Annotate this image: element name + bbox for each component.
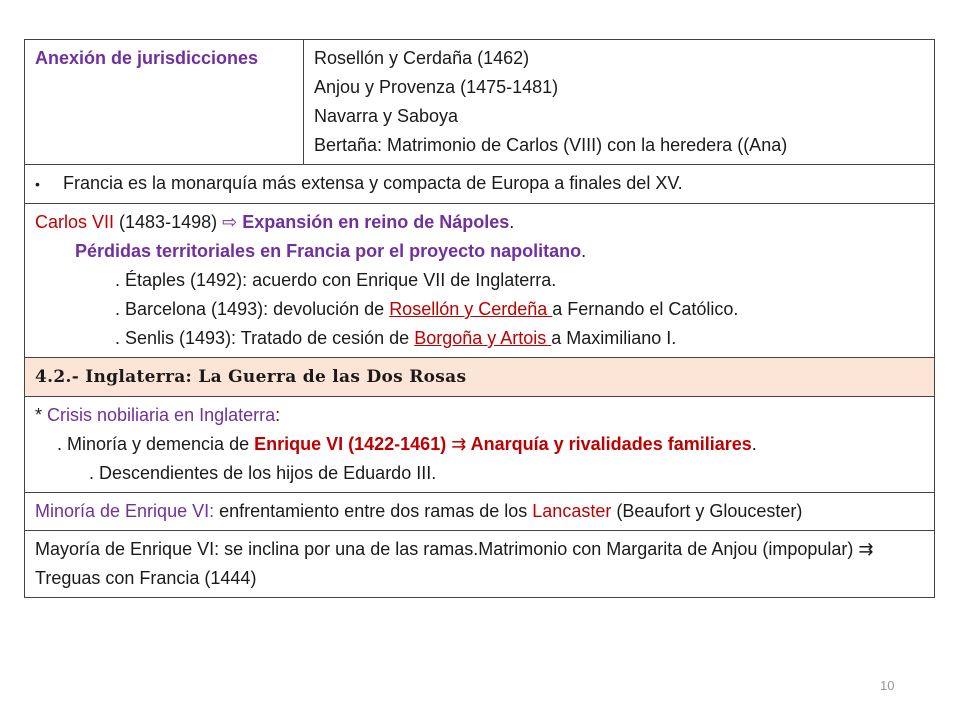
annexation-label-cell: [25, 40, 304, 165]
list-item: Navarra y Saboya: [314, 106, 459, 126]
table-row: [25, 40, 935, 165]
minority-block: [35, 497, 924, 526]
section-heading-cell: [25, 358, 935, 397]
crisis-cell: [25, 397, 935, 493]
period: .: [751, 434, 757, 454]
list-item: Anjou y Provenza (1475-1481): [314, 77, 559, 97]
losses-line: [35, 237, 924, 266]
minority-desc-tail: (Beaufort y Gloucester): [611, 501, 803, 521]
expansion-text: Expansión en reino de Nápoles: [237, 212, 510, 232]
borgona-link[interactable]: Borgoña y Artois: [414, 328, 552, 348]
barcelona-text: . Barcelona (1493): devolución de: [115, 299, 390, 319]
annexation-label: Anexión de jurisdicciones: [35, 48, 259, 68]
summary-text: Francia es la monarquía más extensa y compacta de Europa a finales del XV.: [63, 173, 683, 193]
descendants-line: . Descendientes de los hijos de Eduardo III.: [89, 463, 437, 483]
section-title: 4.2.- Inglaterra: La Guerra de las Dos Rosas: [35, 367, 467, 387]
summary-cell: [25, 165, 935, 204]
annexation-items-cell: [304, 40, 935, 165]
table-row: [25, 358, 935, 397]
double-arrow-icon: ⇉: [451, 434, 467, 454]
majority-tail: Treguas con Francia (1444): [35, 568, 257, 588]
majority-cell: [25, 531, 935, 598]
content-table: [24, 39, 935, 598]
table-row: [25, 204, 935, 358]
losses-text: Pérdidas territoriales en Francia por el proyecto napolitano: [75, 241, 582, 261]
list-item: Bertaña: Matrimonio de Carlos (VIII) con la heredera ((Ana): [314, 135, 788, 155]
period: .: [581, 241, 587, 261]
lancaster-name: Lancaster: [532, 501, 612, 521]
senlis-tail: a Maximiliano I.: [551, 328, 677, 348]
double-arrow-icon: ⇉: [858, 539, 874, 559]
star: *: [35, 405, 48, 425]
reign-years: (1483-1498): [114, 212, 223, 232]
etaples-line: . Étaples (1492): acuerdo con Enrique VII de Inglaterra.: [115, 270, 557, 290]
king-name: Carlos VII: [35, 212, 115, 232]
page-number: 10: [880, 678, 895, 693]
barcelona-line: [35, 295, 924, 324]
table-row: [25, 493, 935, 531]
table-row: [25, 165, 935, 204]
crisis-line: [35, 401, 924, 430]
arrow-icon: ⇨: [222, 212, 238, 232]
senlis-text: . Senlis (1493): Tratado de cesión de: [115, 328, 415, 348]
list-item: Rosellón y Cerdaña (1462): [314, 48, 530, 68]
table-row: [25, 397, 935, 493]
senlis-line: [35, 324, 924, 353]
minority-cell: [25, 493, 935, 531]
minority-label: Minoría de Enrique VI:: [35, 501, 220, 521]
minority-text: . Minoría y demencia de: [57, 434, 255, 454]
colon: :: [275, 405, 281, 425]
majority-text: Mayoría de Enrique VI: se inclina por una de las ramas.Matrimonio con Margarita de Anjou (impopular): [35, 539, 859, 559]
crisis-text: Crisis nobiliaria en Inglaterra: [47, 405, 276, 425]
minority-line: [35, 430, 924, 459]
minority-desc-text: enfrentamiento entre dos ramas de los: [219, 501, 533, 521]
carlos-cell: [25, 204, 935, 358]
barcelona-tail: a Fernando el Católico.: [552, 299, 739, 319]
king-name: Enrique VI (1422-1461): [254, 434, 452, 454]
minority-desc: [219, 497, 924, 526]
rosellon-link[interactable]: Rosellón y Cerdeña: [389, 299, 553, 319]
period: .: [509, 212, 515, 232]
anarchy-text: Anarquía y rivalidades familiares: [466, 434, 752, 454]
carlos-line: [35, 208, 924, 237]
table-row: [25, 531, 935, 598]
bullet-icon: •: [35, 176, 40, 192]
